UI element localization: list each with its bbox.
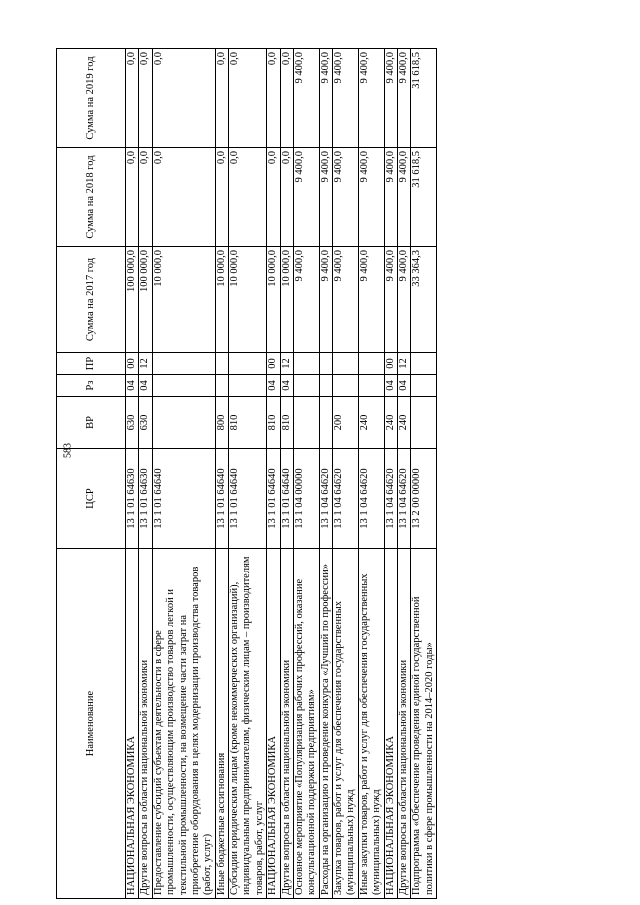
cell-name: Расходы на организацию и проведение конкурса «Лучший по профессии» (319, 549, 332, 899)
cell-csr: 13 1 01 64630 (139, 449, 152, 549)
table-row (293, 49, 319, 899)
cell-sum-2019: 9 400,0 (384, 49, 397, 148)
cell-sum-2019: 9 400,0 (358, 49, 384, 148)
cell-sum-2018: 9 400,0 (319, 148, 332, 247)
cell-sum-2017: 10 000,0 (280, 247, 293, 353)
cell-sum-2018: 9 400,0 (384, 148, 397, 247)
cell-rz (152, 375, 215, 397)
header-rz: Рз (57, 375, 126, 397)
cell-name: НАЦИОНАЛЬНАЯ ЭКОНОМИКА (267, 549, 280, 899)
cell-rz (411, 375, 437, 397)
header-csr: ЦСР (57, 449, 126, 549)
cell-name: НАЦИОНАЛЬНАЯ ЭКОНОМИКА (384, 549, 397, 899)
header-sum-2018: Сумма на 2018 год (57, 148, 126, 247)
cell-vr: 240 (397, 397, 410, 449)
cell-sum-2019: 9 400,0 (319, 49, 332, 148)
cell-pr (333, 353, 359, 375)
cell-csr: 13 1 04 00000 (293, 449, 319, 549)
cell-rz: 04 (397, 375, 410, 397)
cell-name: Другие вопросы в области национальной экономики (397, 549, 410, 899)
cell-sum-2018: 9 400,0 (293, 148, 319, 247)
cell-name: НАЦИОНАЛЬНАЯ ЭКОНОМИКА (126, 549, 139, 899)
cell-sum-2017: 9 400,0 (333, 247, 359, 353)
cell-name: Закупка товаров, работ и услуг для обеспечения государственных (муниципальных) нужд (333, 549, 359, 899)
header-pr: ПР (57, 353, 126, 375)
table-row (215, 49, 228, 899)
table-row (126, 49, 139, 899)
cell-sum-2017: 9 400,0 (384, 247, 397, 353)
cell-vr: 630 (126, 397, 139, 449)
cell-sum-2018: 0,0 (152, 148, 215, 247)
cell-rz (293, 375, 319, 397)
table-row (333, 49, 359, 899)
cell-csr: 13 2 00 00000 (411, 449, 437, 549)
cell-sum-2019: 0,0 (139, 49, 152, 148)
cell-vr: 810 (229, 397, 267, 449)
cell-csr: 13 1 04 64620 (333, 449, 359, 549)
cell-sum-2017: 9 400,0 (397, 247, 410, 353)
cell-name: Другие вопросы в области национальной экономики (139, 549, 152, 899)
cell-csr: 13 1 01 64640 (267, 449, 280, 549)
cell-sum-2017: 9 400,0 (293, 247, 319, 353)
cell-vr: 240 (358, 397, 384, 449)
table-row (152, 49, 215, 899)
cell-rz (333, 375, 359, 397)
cell-sum-2017: 10 000,0 (152, 247, 215, 353)
cell-pr (358, 353, 384, 375)
cell-vr: 800 (215, 397, 228, 449)
cell-sum-2017: 10 000,0 (229, 247, 267, 353)
cell-sum-2019: 0,0 (215, 49, 228, 148)
cell-name: Иные закупки товаров, работ и услуг для обеспечения государственных (муниципальных) нужд (358, 549, 384, 899)
cell-rz (215, 375, 228, 397)
cell-vr (411, 397, 437, 449)
table-row (358, 49, 384, 899)
cell-rz (358, 375, 384, 397)
header-name: Наименование (57, 549, 126, 899)
cell-name: Субсидии юридическим лицам (кроме некоммерческих организаций), индивидуальным предпринимателям, физическим лицам – производителям товаров, работ, услуг (229, 549, 267, 899)
cell-csr: 13 1 01 64640 (229, 449, 267, 549)
cell-csr: 13 1 04 64620 (397, 449, 410, 549)
cell-rz (229, 375, 267, 397)
cell-sum-2017: 100 000,0 (139, 247, 152, 353)
cell-csr: 13 1 04 64620 (358, 449, 384, 549)
cell-sum-2018: 0,0 (139, 148, 152, 247)
cell-rz: 04 (384, 375, 397, 397)
cell-csr: 13 1 01 64640 (215, 449, 228, 549)
cell-rz: 04 (280, 375, 293, 397)
cell-sum-2018: 0,0 (267, 148, 280, 247)
cell-csr: 13 1 04 64620 (384, 449, 397, 549)
cell-rz: 04 (267, 375, 280, 397)
cell-vr: 630 (139, 397, 152, 449)
cell-sum-2018: 0,0 (280, 148, 293, 247)
cell-rz: 04 (126, 375, 139, 397)
table-row (397, 49, 410, 899)
cell-rz (319, 375, 332, 397)
cell-sum-2019: 31 618,5 (411, 49, 437, 148)
cell-pr (152, 353, 215, 375)
table-row (280, 49, 293, 899)
table-row (384, 49, 397, 899)
cell-sum-2017: 10 000,0 (267, 247, 280, 353)
page-number: 583 (62, 443, 74, 458)
cell-sum-2018: 9 400,0 (397, 148, 410, 247)
cell-sum-2018: 0,0 (215, 148, 228, 247)
cell-vr: 200 (333, 397, 359, 449)
cell-vr: 810 (280, 397, 293, 449)
budget-table (56, 48, 437, 899)
cell-name: Предоставление субсидий субъектам деятельности в сфере промышленности, осуществляющим производство товаров легкой и текстильной промышленности, на возмещение части затрат на приобретение оборудования в целях модернизации производства товаров (работ, услуг) (152, 549, 215, 899)
table-row (267, 49, 280, 899)
table-row (319, 49, 332, 899)
cell-pr: 00 (267, 353, 280, 375)
cell-sum-2018: 9 400,0 (333, 148, 359, 247)
cell-pr: 12 (280, 353, 293, 375)
cell-name: Подпрограмма «Обеспечение проведения единой государственной политики в сфере промышленности на 2014–2020 годы» (411, 549, 437, 899)
cell-pr (229, 353, 267, 375)
cell-csr: 13 1 04 64620 (319, 449, 332, 549)
cell-sum-2017: 100 000,0 (126, 247, 139, 353)
cell-sum-2018: 9 400,0 (358, 148, 384, 247)
cell-pr: 00 (126, 353, 139, 375)
cell-pr (411, 353, 437, 375)
cell-sum-2019: 9 400,0 (333, 49, 359, 148)
cell-vr (293, 397, 319, 449)
cell-sum-2018: 0,0 (126, 148, 139, 247)
cell-sum-2019: 9 400,0 (397, 49, 410, 148)
cell-csr: 13 1 01 64630 (126, 449, 139, 549)
table-header-row (57, 49, 126, 899)
header-sum-2019: Сумма на 2019 год (57, 49, 126, 148)
cell-csr: 13 1 01 64640 (152, 449, 215, 549)
cell-name: Основное мероприятие «Популяризация рабочих профессий, оказание консультационной поддержки предприятиям» (293, 549, 319, 899)
cell-vr (152, 397, 215, 449)
cell-sum-2017: 9 400,0 (319, 247, 332, 353)
cell-vr: 810 (267, 397, 280, 449)
cell-sum-2018: 31 618,5 (411, 148, 437, 247)
cell-sum-2019: 0,0 (126, 49, 139, 148)
cell-pr (215, 353, 228, 375)
cell-sum-2019: 0,0 (229, 49, 267, 148)
cell-csr: 13 1 01 64640 (280, 449, 293, 549)
cell-sum-2019: 0,0 (280, 49, 293, 148)
cell-pr (293, 353, 319, 375)
cell-sum-2017: 33 364,3 (411, 247, 437, 353)
table-row (411, 49, 437, 899)
cell-name: Иные бюджетные ассигнования (215, 549, 228, 899)
cell-sum-2017: 10 000,0 (215, 247, 228, 353)
header-sum-2017: Сумма на 2017 год (57, 247, 126, 353)
table-row (229, 49, 267, 899)
cell-sum-2018: 0,0 (229, 148, 267, 247)
cell-pr: 12 (397, 353, 410, 375)
cell-sum-2019: 9 400,0 (293, 49, 319, 148)
cell-rz: 04 (139, 375, 152, 397)
cell-sum-2017: 9 400,0 (358, 247, 384, 353)
cell-pr: 00 (384, 353, 397, 375)
cell-name: Другие вопросы в области национальной экономики (280, 549, 293, 899)
cell-sum-2019: 0,0 (152, 49, 215, 148)
cell-pr (319, 353, 332, 375)
cell-pr: 12 (139, 353, 152, 375)
cell-vr (319, 397, 332, 449)
cell-sum-2019: 0,0 (267, 49, 280, 148)
cell-vr: 240 (384, 397, 397, 449)
header-vr: ВР (57, 397, 126, 449)
table-row (139, 49, 152, 899)
rotated-table-container (56, 49, 596, 899)
